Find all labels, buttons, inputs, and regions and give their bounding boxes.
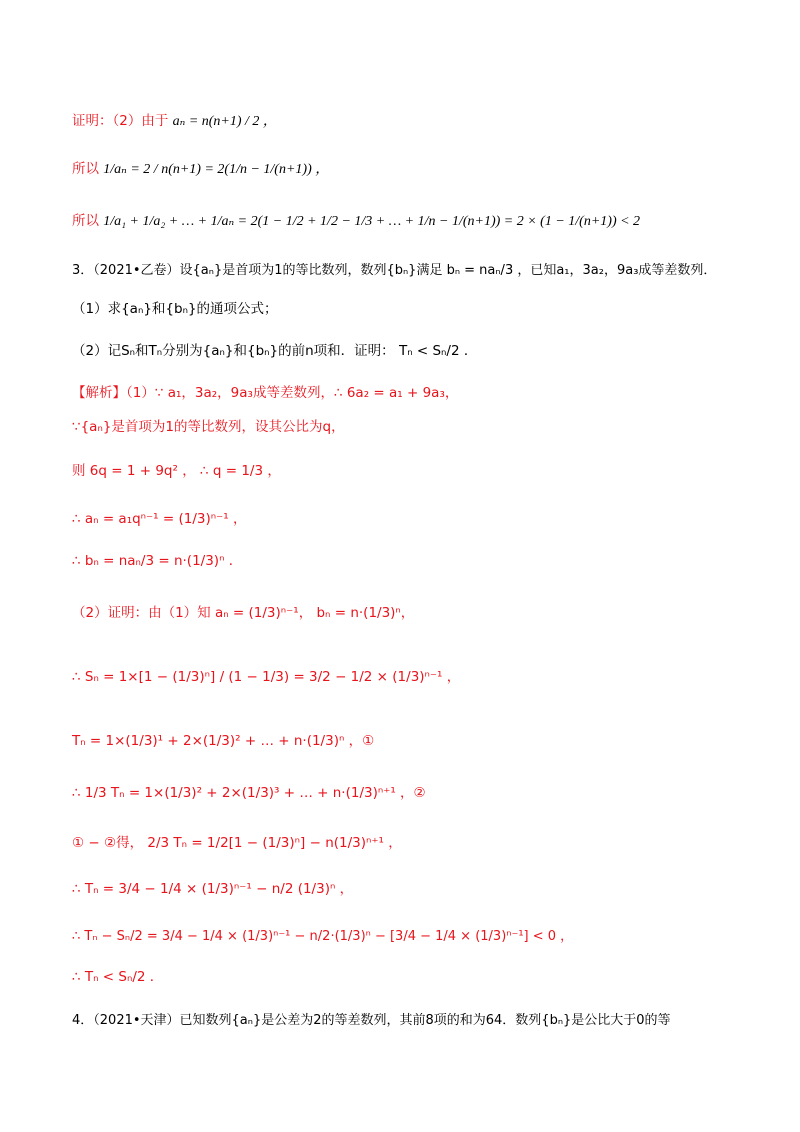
proof-line-1 [72,112,740,132]
proof-label: 证明：（2）由于 [72,113,169,129]
solution-line-3: 则 6q = 1 + 9q² ， ∴ q = 1/3 ， [72,463,281,479]
solution-line-8: Tₙ = 1×(1/3)¹ + 2×(1/3)² + … + n·(1/3)ⁿ ，① [72,733,375,749]
problem-4-stem: 4．（2021•天津）已知数列{aₙ}是公差为2的等差数列，其前8项的和为64．数列{bₙ}是公比大于0的等 [72,1013,671,1028]
formula-an: aₙ = n(n+1) / 2 ， [172,114,277,129]
solution-line-5: ∴ bₙ = naₙ/3 = n·(1/3)ⁿ ． [72,553,243,569]
solution-line-7: ∴ Sₙ = 1×[1 − (1/3)ⁿ] / (1 − 1/3) = 3/2 − 1/2 × (1/3)ⁿ⁻¹ ， [72,669,461,685]
solution-line-2: ∵{aₙ}是首项为1的等比数列，设其公比为q， [72,419,345,435]
solution-line-6: （2）证明：由（1）知 aₙ = (1/3)ⁿ⁻¹， bₙ = n·(1/3)ⁿ， [72,605,415,621]
problem-3-question-1: （1）求{aₙ}和{bₙ}的通项公式； [72,301,278,317]
solution-line-1: 【解析】（1）∵ a₁，3a₂，9a₃成等差数列，∴ 6a₂ = a₁ + 9a₃， [72,385,459,401]
so-label-2: 所以 [72,213,99,229]
solution-line-13: ∴ Tₙ < Sₙ/2 ． [72,969,164,985]
solution-line-10: ① − ②得， 2/3 Tₙ = 1/2[1 − (1/3)ⁿ] − n(1/3)ⁿ⁺¹ ， [72,835,402,851]
solution-line-11: ∴ Tₙ = 3/4 − 1/4 × (1/3)ⁿ⁻¹ − n/2 (1/3)ⁿ ， [72,881,354,897]
solution-line-9: ∴ 1/3 Tₙ = 1×(1/3)² + 2×(1/3)³ + … + n·(1/3)ⁿ⁺¹ ，② [72,785,426,801]
solution-line-4: ∴ aₙ = a₁qⁿ⁻¹ = (1/3)ⁿ⁻¹ ， [72,511,247,527]
proof-line-3 [72,212,740,232]
formula-reciprocal: 1/aₙ = 2 / n(n+1) = 2(1/n − 1/(n+1)) ， [103,162,330,177]
proof-line-2 [72,160,740,180]
solution-line-12: ∴ Tₙ − Sₙ/2 = 3/4 − 1/4 × (1/3)ⁿ⁻¹ − n/2·(1/3)ⁿ − [3/4 − 1/4 × (1/3)ⁿ⁻¹] < 0 ， [72,929,574,944]
formula-sum-bound: 1/a₁ + 1/a₂ + … + 1/aₙ = 2(1 − 1/2 + 1/2 − 1/3 + … + 1/n − 1/(n+1)) = 2 × (1 − 1/(n+1)) < 2 [103,214,641,229]
problem-3-stem: 3．（2021•乙卷）设{aₙ}是首项为1的等比数列，数列{bₙ}满足 bₙ = naₙ/3 ，已知a₁，3a₂，9a₃成等差数列． [72,263,717,278]
so-label: 所以 [72,161,99,177]
problem-3-question-2: （2）记Sₙ和Tₙ分别为{aₙ}和{bₙ}的前n项和．证明： Tₙ < Sₙ/2 ． [72,343,478,359]
